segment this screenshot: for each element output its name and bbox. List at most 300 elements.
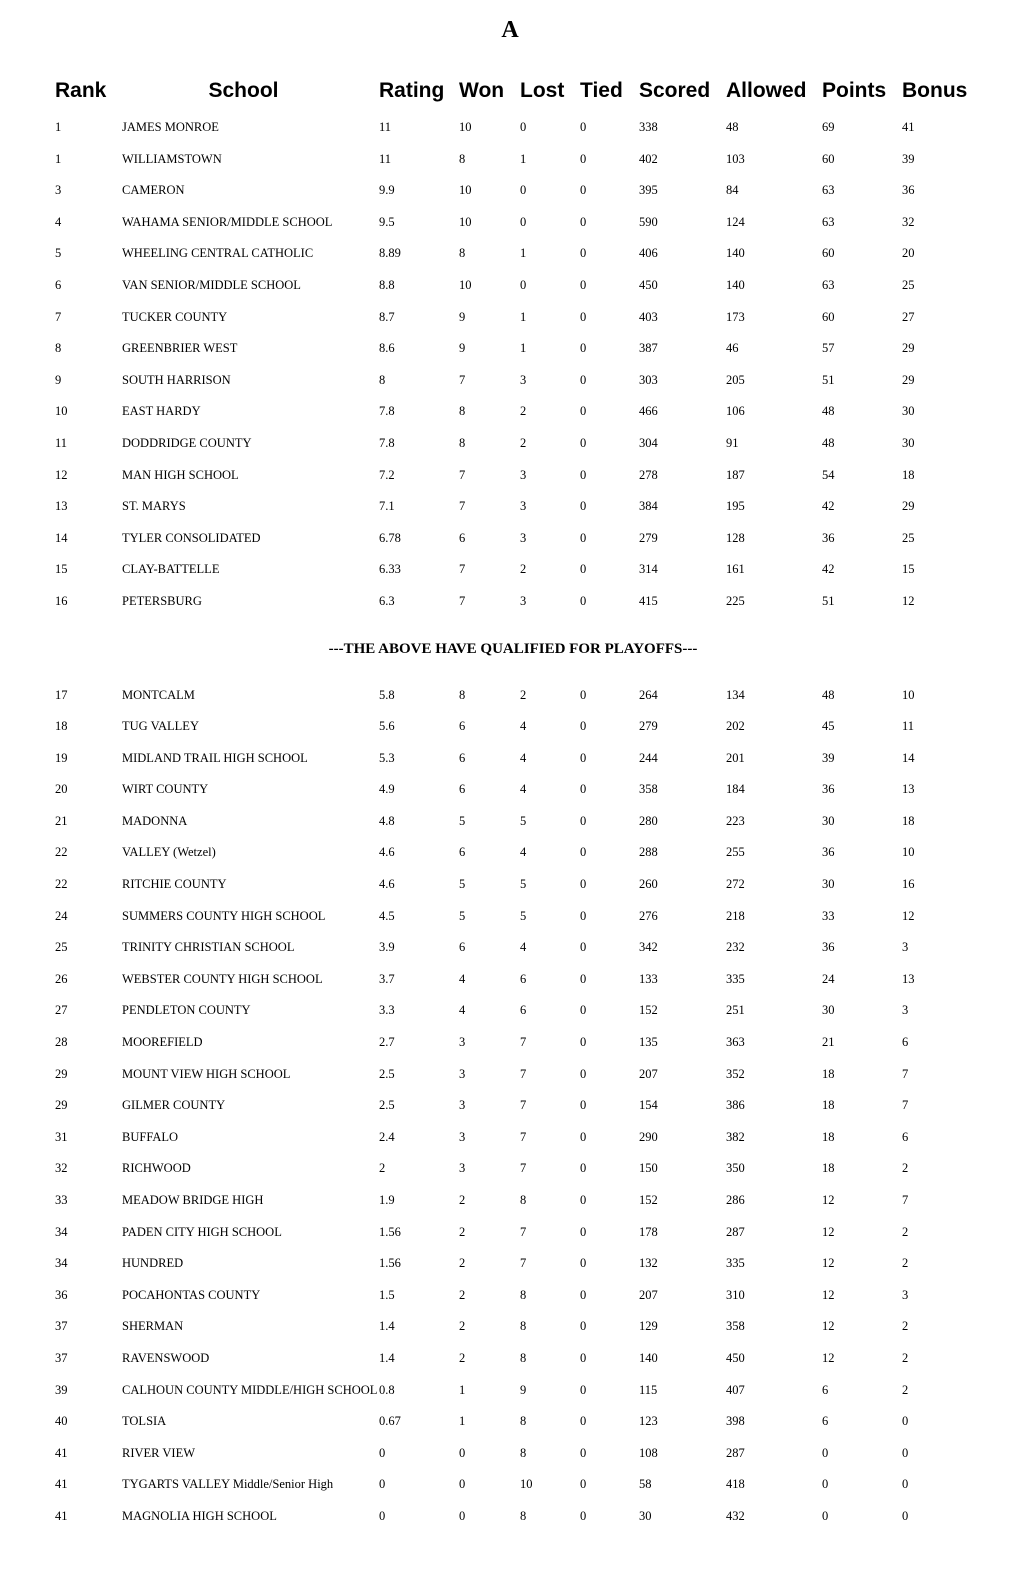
- cell-won: 7: [459, 562, 466, 577]
- cell-allowed: 418: [726, 1477, 745, 1492]
- cell-lost: 7: [520, 1098, 527, 1113]
- cell-allowed: 184: [726, 782, 745, 797]
- table-row: [48, 1059, 978, 1091]
- table-row: [48, 901, 978, 933]
- cell-tied: 0: [580, 908, 587, 923]
- cell-scored: 260: [639, 877, 658, 892]
- cell-won: 3: [459, 1161, 466, 1176]
- cell-scored: 152: [639, 1003, 658, 1018]
- cell-tied: 0: [580, 1382, 587, 1397]
- table-row: [48, 711, 978, 743]
- cell-bonus: 10: [902, 687, 915, 702]
- cell-won: 2: [459, 1287, 466, 1302]
- cell-scored: 123: [639, 1414, 658, 1429]
- cell-scored: 278: [639, 467, 658, 482]
- cell-points: 42: [822, 562, 835, 577]
- cell-tied: 0: [580, 372, 587, 387]
- cell-rank: 4: [55, 214, 62, 229]
- cell-allowed: 91: [726, 435, 739, 450]
- cell-school: RICHWOOD: [122, 1161, 191, 1176]
- cell-won: 8: [459, 246, 466, 261]
- cell-rank: 24: [55, 908, 68, 923]
- cell-rank: 1: [55, 151, 62, 166]
- cell-tied: 0: [580, 971, 587, 986]
- cell-won: 8: [459, 435, 466, 450]
- cell-won: 3: [459, 1035, 466, 1050]
- cell-points: 48: [822, 404, 835, 419]
- cell-school: WAHAMA SENIOR/MIDDLE SCHOOL: [122, 214, 333, 229]
- cell-rank: 25: [55, 940, 68, 955]
- cell-allowed: 232: [726, 940, 745, 955]
- cell-allowed: 202: [726, 719, 745, 734]
- cell-scored: 108: [639, 1445, 658, 1460]
- cell-rank: 12: [55, 467, 68, 482]
- table-row: [48, 207, 978, 239]
- cell-allowed: 255: [726, 845, 745, 860]
- cell-school: HUNDRED: [122, 1256, 184, 1271]
- table-row: [48, 964, 978, 996]
- cell-allowed: 335: [726, 1256, 745, 1271]
- cell-points: 30: [822, 877, 835, 892]
- cell-won: 7: [459, 372, 466, 387]
- cell-tied: 0: [580, 1129, 587, 1144]
- table-row: [48, 1248, 978, 1280]
- cell-allowed: 335: [726, 971, 745, 986]
- cell-allowed: 201: [726, 750, 745, 765]
- qualified-notice-row: [48, 618, 978, 680]
- cell-tied: 0: [580, 309, 587, 324]
- cell-points: 12: [822, 1256, 835, 1271]
- cell-won: 1: [459, 1414, 466, 1429]
- cell-lost: 5: [520, 877, 527, 892]
- cell-won: 7: [459, 499, 466, 514]
- cell-rank: 16: [55, 593, 68, 608]
- cell-bonus: 0: [902, 1508, 909, 1523]
- cell-bonus: 3: [902, 1003, 909, 1018]
- cell-allowed: 287: [726, 1224, 745, 1239]
- cell-points: 18: [822, 1161, 835, 1176]
- cell-scored: 406: [639, 246, 658, 261]
- cell-school: WEBSTER COUNTY HIGH SCHOOL: [122, 971, 323, 986]
- cell-lost: 4: [520, 782, 527, 797]
- cell-school: MAGNOLIA HIGH SCHOOL: [122, 1508, 277, 1523]
- cell-points: 30: [822, 813, 835, 828]
- cell-rank: 13: [55, 499, 68, 514]
- cell-scored: 133: [639, 971, 658, 986]
- cell-points: 54: [822, 467, 835, 482]
- cell-rank: 14: [55, 530, 68, 545]
- cell-lost: 0: [520, 183, 527, 198]
- cell-bonus: 2: [902, 1382, 909, 1397]
- cell-school: CLAY-BATTELLE: [122, 562, 220, 577]
- qualified-notice-section: [48, 618, 978, 680]
- cell-points: 60: [822, 246, 835, 261]
- cell-allowed: 134: [726, 687, 745, 702]
- cell-tied: 0: [580, 782, 587, 797]
- cell-tied: 0: [580, 813, 587, 828]
- cell-rank: 28: [55, 1035, 68, 1050]
- cell-won: 8: [459, 687, 466, 702]
- table-row: [48, 1406, 978, 1438]
- cell-scored: 178: [639, 1224, 658, 1239]
- header-won: Won: [459, 79, 505, 102]
- table-row: [48, 554, 978, 586]
- cell-bonus: 0: [902, 1477, 909, 1492]
- cell-rating: 4.6: [379, 877, 395, 892]
- cell-won: 9: [459, 341, 466, 356]
- table-row: [48, 680, 978, 712]
- cell-scored: 280: [639, 813, 658, 828]
- table-row: [48, 806, 978, 838]
- cell-rank: 41: [55, 1477, 68, 1492]
- cell-points: 48: [822, 435, 835, 450]
- table-row: [48, 1438, 978, 1470]
- cell-rank: 22: [55, 877, 68, 892]
- cell-bonus: 7: [902, 1193, 909, 1207]
- cell-allowed: 84: [726, 183, 739, 198]
- cell-scored: 132: [639, 1256, 658, 1271]
- non-qualified-teams: [48, 680, 978, 1533]
- cell-allowed: 287: [726, 1445, 745, 1460]
- cell-allowed: 450: [726, 1350, 745, 1365]
- cell-tied: 0: [580, 499, 587, 514]
- cell-rank: 37: [55, 1350, 68, 1365]
- table-row: [48, 365, 978, 397]
- cell-scored: 244: [639, 750, 658, 765]
- cell-points: 45: [822, 719, 835, 734]
- cell-tied: 0: [580, 277, 587, 292]
- cell-won: 9: [459, 309, 466, 324]
- cell-bonus: 20: [902, 246, 915, 261]
- table-row: [48, 144, 978, 176]
- cell-school: MAN HIGH SCHOOL: [122, 467, 239, 482]
- cell-bonus: 11: [902, 719, 915, 734]
- cell-won: 6: [459, 750, 466, 765]
- cell-points: 69: [822, 120, 835, 134]
- cell-lost: 9: [520, 1382, 527, 1397]
- qualified-teams: [48, 112, 978, 618]
- cell-tied: 0: [580, 719, 587, 734]
- cell-school: MONTCALM: [122, 687, 195, 702]
- table-row: [48, 774, 978, 806]
- cell-lost: 7: [520, 1035, 527, 1050]
- table-row: [48, 302, 978, 334]
- cell-school: EAST HARDY: [122, 404, 201, 419]
- cell-scored: 403: [639, 309, 658, 324]
- cell-bonus: 29: [902, 499, 915, 514]
- cell-bonus: 13: [902, 971, 915, 986]
- cell-won: 0: [459, 1477, 466, 1492]
- cell-allowed: 386: [726, 1098, 745, 1113]
- cell-school: CAMERON: [122, 183, 185, 198]
- cell-tied: 0: [580, 341, 587, 356]
- cell-rank: 40: [55, 1414, 68, 1429]
- cell-rating: 1.56: [379, 1224, 401, 1239]
- cell-allowed: 106: [726, 404, 745, 419]
- cell-school: WIRT COUNTY: [122, 782, 209, 797]
- cell-tied: 0: [580, 1319, 587, 1334]
- cell-points: 36: [822, 940, 835, 955]
- cell-points: 18: [822, 1098, 835, 1113]
- cell-rank: 41: [55, 1508, 68, 1523]
- cell-rating: 8.89: [379, 246, 401, 261]
- cell-rank: 29: [55, 1098, 68, 1113]
- cell-allowed: 48: [726, 120, 739, 134]
- cell-rank: 39: [55, 1382, 68, 1397]
- header-rank: Rank: [55, 79, 107, 102]
- cell-lost: 1: [520, 309, 527, 324]
- cell-school: TYLER CONSOLIDATED: [122, 530, 261, 545]
- cell-points: 63: [822, 277, 835, 292]
- cell-school: TUCKER COUNTY: [122, 309, 228, 324]
- cell-points: 48: [822, 687, 835, 702]
- cell-lost: 2: [520, 562, 527, 577]
- cell-rating: 2.5: [379, 1098, 395, 1113]
- cell-won: 1: [459, 1382, 466, 1397]
- cell-rating: 8: [379, 372, 386, 387]
- cell-allowed: 432: [726, 1508, 745, 1523]
- cell-rank: 27: [55, 1003, 68, 1018]
- cell-scored: 129: [639, 1319, 658, 1334]
- cell-tied: 0: [580, 877, 587, 892]
- cell-won: 0: [459, 1508, 466, 1523]
- cell-allowed: 251: [726, 1003, 745, 1018]
- cell-scored: 314: [639, 562, 658, 577]
- cell-school: DODDRIDGE COUNTY: [122, 435, 252, 450]
- table-row: [48, 1185, 978, 1217]
- cell-rating: 8.7: [379, 309, 395, 324]
- standings-table: [48, 74, 978, 1533]
- table-row: [48, 1375, 978, 1407]
- cell-tied: 0: [580, 1161, 587, 1176]
- cell-won: 10: [459, 120, 472, 134]
- cell-bonus: 27: [902, 309, 915, 324]
- cell-lost: 10: [520, 1477, 533, 1492]
- cell-allowed: 223: [726, 813, 745, 828]
- cell-rank: 6: [55, 277, 62, 292]
- cell-lost: 8: [520, 1319, 527, 1334]
- cell-points: 12: [822, 1287, 835, 1302]
- table-row: [48, 995, 978, 1027]
- table-row: [48, 175, 978, 207]
- cell-rating: 4.9: [379, 782, 395, 797]
- cell-lost: 8: [520, 1287, 527, 1302]
- cell-bonus: 16: [902, 877, 915, 892]
- page-title: A: [501, 17, 519, 43]
- cell-lost: 4: [520, 940, 527, 955]
- cell-rating: 0: [379, 1477, 386, 1492]
- cell-school: PENDLETON COUNTY: [122, 1003, 251, 1018]
- cell-allowed: 363: [726, 1035, 745, 1050]
- table-row: [48, 491, 978, 523]
- cell-school: JAMES MONROE: [122, 120, 219, 134]
- cell-won: 2: [459, 1224, 466, 1239]
- cell-school: WHEELING CENTRAL CATHOLIC: [122, 246, 314, 261]
- cell-tied: 0: [580, 1003, 587, 1018]
- cell-rating: 0.67: [379, 1414, 401, 1429]
- cell-tied: 0: [580, 1508, 587, 1523]
- table-row: [48, 112, 978, 144]
- cell-school: BUFFALO: [122, 1129, 179, 1144]
- cell-won: 6: [459, 782, 466, 797]
- cell-tied: 0: [580, 404, 587, 419]
- cell-rank: 32: [55, 1161, 68, 1176]
- cell-rank: 37: [55, 1319, 68, 1334]
- cell-points: 12: [822, 1193, 835, 1207]
- cell-school: MOUNT VIEW HIGH SCHOOL: [122, 1066, 291, 1081]
- cell-won: 2: [459, 1350, 466, 1365]
- table-row: [48, 1501, 978, 1533]
- cell-rating: 6.33: [379, 562, 401, 577]
- cell-tied: 0: [580, 1066, 587, 1081]
- cell-lost: 7: [520, 1129, 527, 1144]
- cell-scored: 152: [639, 1193, 658, 1207]
- cell-rank: 29: [55, 1066, 68, 1081]
- cell-school: RAVENSWOOD: [122, 1350, 210, 1365]
- table-row: [48, 428, 978, 460]
- cell-rank: 34: [55, 1224, 68, 1239]
- cell-bonus: 15: [902, 562, 915, 577]
- cell-lost: 3: [520, 593, 527, 608]
- cell-school: PETERSBURG: [122, 593, 202, 608]
- table-row: [48, 1153, 978, 1185]
- cell-scored: 450: [639, 277, 658, 292]
- cell-rating: 6.3: [379, 593, 395, 608]
- cell-rating: 11: [379, 151, 392, 166]
- cell-bonus: 0: [902, 1445, 909, 1460]
- cell-won: 6: [459, 845, 466, 860]
- cell-points: 12: [822, 1319, 835, 1334]
- cell-allowed: 187: [726, 467, 745, 482]
- table-row: [48, 586, 978, 618]
- table-row: [48, 1280, 978, 1312]
- cell-scored: 384: [639, 499, 658, 514]
- cell-points: 36: [822, 845, 835, 860]
- cell-points: 33: [822, 908, 835, 923]
- cell-rating: 1.56: [379, 1256, 401, 1271]
- cell-points: 30: [822, 1003, 835, 1018]
- cell-tied: 0: [580, 1193, 587, 1207]
- header-tied: Tied: [580, 79, 623, 102]
- cell-rating: 1.9: [379, 1193, 395, 1207]
- cell-points: 6: [822, 1382, 829, 1397]
- cell-scored: 58: [639, 1477, 652, 1492]
- cell-rank: 26: [55, 971, 68, 986]
- cell-won: 5: [459, 908, 466, 923]
- cell-points: 63: [822, 214, 835, 229]
- cell-lost: 0: [520, 277, 527, 292]
- cell-points: 36: [822, 782, 835, 797]
- table-row: [48, 1090, 978, 1122]
- cell-bonus: 2: [902, 1161, 909, 1176]
- cell-won: 5: [459, 813, 466, 828]
- cell-rank: 31: [55, 1129, 68, 1144]
- cell-won: 4: [459, 1003, 466, 1018]
- cell-rating: 11: [379, 120, 392, 134]
- cell-lost: 2: [520, 435, 527, 450]
- cell-lost: 0: [520, 214, 527, 229]
- cell-tied: 0: [580, 467, 587, 482]
- cell-lost: 3: [520, 499, 527, 514]
- cell-scored: 207: [639, 1287, 658, 1302]
- cell-school: SOUTH HARRISON: [122, 372, 231, 387]
- cell-tied: 0: [580, 1445, 587, 1460]
- header-points: Points: [822, 79, 887, 102]
- cell-rating: 7.1: [379, 499, 395, 514]
- cell-won: 7: [459, 467, 466, 482]
- cell-rank: 17: [55, 687, 68, 702]
- cell-bonus: 2: [902, 1224, 909, 1239]
- cell-tied: 0: [580, 687, 587, 702]
- cell-lost: 3: [520, 467, 527, 482]
- cell-scored: 290: [639, 1129, 658, 1144]
- cell-scored: 342: [639, 940, 658, 955]
- cell-points: 0: [822, 1445, 829, 1460]
- cell-points: 6: [822, 1414, 829, 1429]
- cell-allowed: 286: [726, 1193, 745, 1207]
- cell-school: MIDLAND TRAIL HIGH SCHOOL: [122, 750, 308, 765]
- cell-rank: 3: [55, 183, 62, 198]
- cell-tied: 0: [580, 1224, 587, 1239]
- cell-points: 36: [822, 530, 835, 545]
- table-row: [48, 837, 978, 869]
- qualified-notice: ---THE ABOVE HAVE QUALIFIED FOR PLAYOFFS---: [328, 640, 698, 657]
- cell-school: TRINITY CHRISTIAN SCHOOL: [122, 940, 295, 955]
- cell-rating: 0: [379, 1445, 386, 1460]
- cell-won: 2: [459, 1319, 466, 1334]
- cell-rank: 5: [55, 246, 62, 261]
- cell-bonus: 30: [902, 404, 915, 419]
- cell-scored: 288: [639, 845, 658, 860]
- cell-bonus: 3: [902, 1287, 909, 1302]
- cell-rating: 4.8: [379, 813, 395, 828]
- cell-points: 0: [822, 1477, 829, 1492]
- cell-lost: 7: [520, 1224, 527, 1239]
- cell-lost: 8: [520, 1508, 527, 1523]
- cell-won: 3: [459, 1066, 466, 1081]
- cell-school: RITCHIE COUNTY: [122, 877, 227, 892]
- cell-rating: 5.8: [379, 687, 395, 702]
- cell-rank: 19: [55, 750, 68, 765]
- cell-lost: 7: [520, 1256, 527, 1271]
- cell-allowed: 124: [726, 214, 745, 229]
- cell-allowed: 128: [726, 530, 745, 545]
- cell-won: 0: [459, 1445, 466, 1460]
- cell-won: 7: [459, 593, 466, 608]
- header-allowed: Allowed: [726, 79, 807, 102]
- cell-rank: 7: [55, 309, 62, 324]
- cell-rating: 1.4: [379, 1319, 395, 1334]
- cell-won: 8: [459, 404, 466, 419]
- cell-lost: 1: [520, 341, 527, 356]
- cell-scored: 279: [639, 719, 658, 734]
- cell-rating: 0.8: [379, 1382, 395, 1397]
- cell-school: SUMMERS COUNTY HIGH SCHOOL: [122, 908, 326, 923]
- cell-scored: 264: [639, 687, 658, 702]
- cell-bonus: 10: [902, 845, 915, 860]
- cell-rating: 4.6: [379, 845, 395, 860]
- cell-school: MADONNA: [122, 813, 188, 828]
- table-row: [48, 333, 978, 365]
- cell-tied: 0: [580, 940, 587, 955]
- cell-school: VALLEY (Wetzel): [122, 845, 216, 860]
- cell-allowed: 218: [726, 908, 745, 923]
- cell-won: 10: [459, 214, 472, 229]
- cell-tied: 0: [580, 1256, 587, 1271]
- table-row: [48, 932, 978, 964]
- cell-rating: 7.2: [379, 467, 395, 482]
- cell-bonus: 2: [902, 1256, 909, 1271]
